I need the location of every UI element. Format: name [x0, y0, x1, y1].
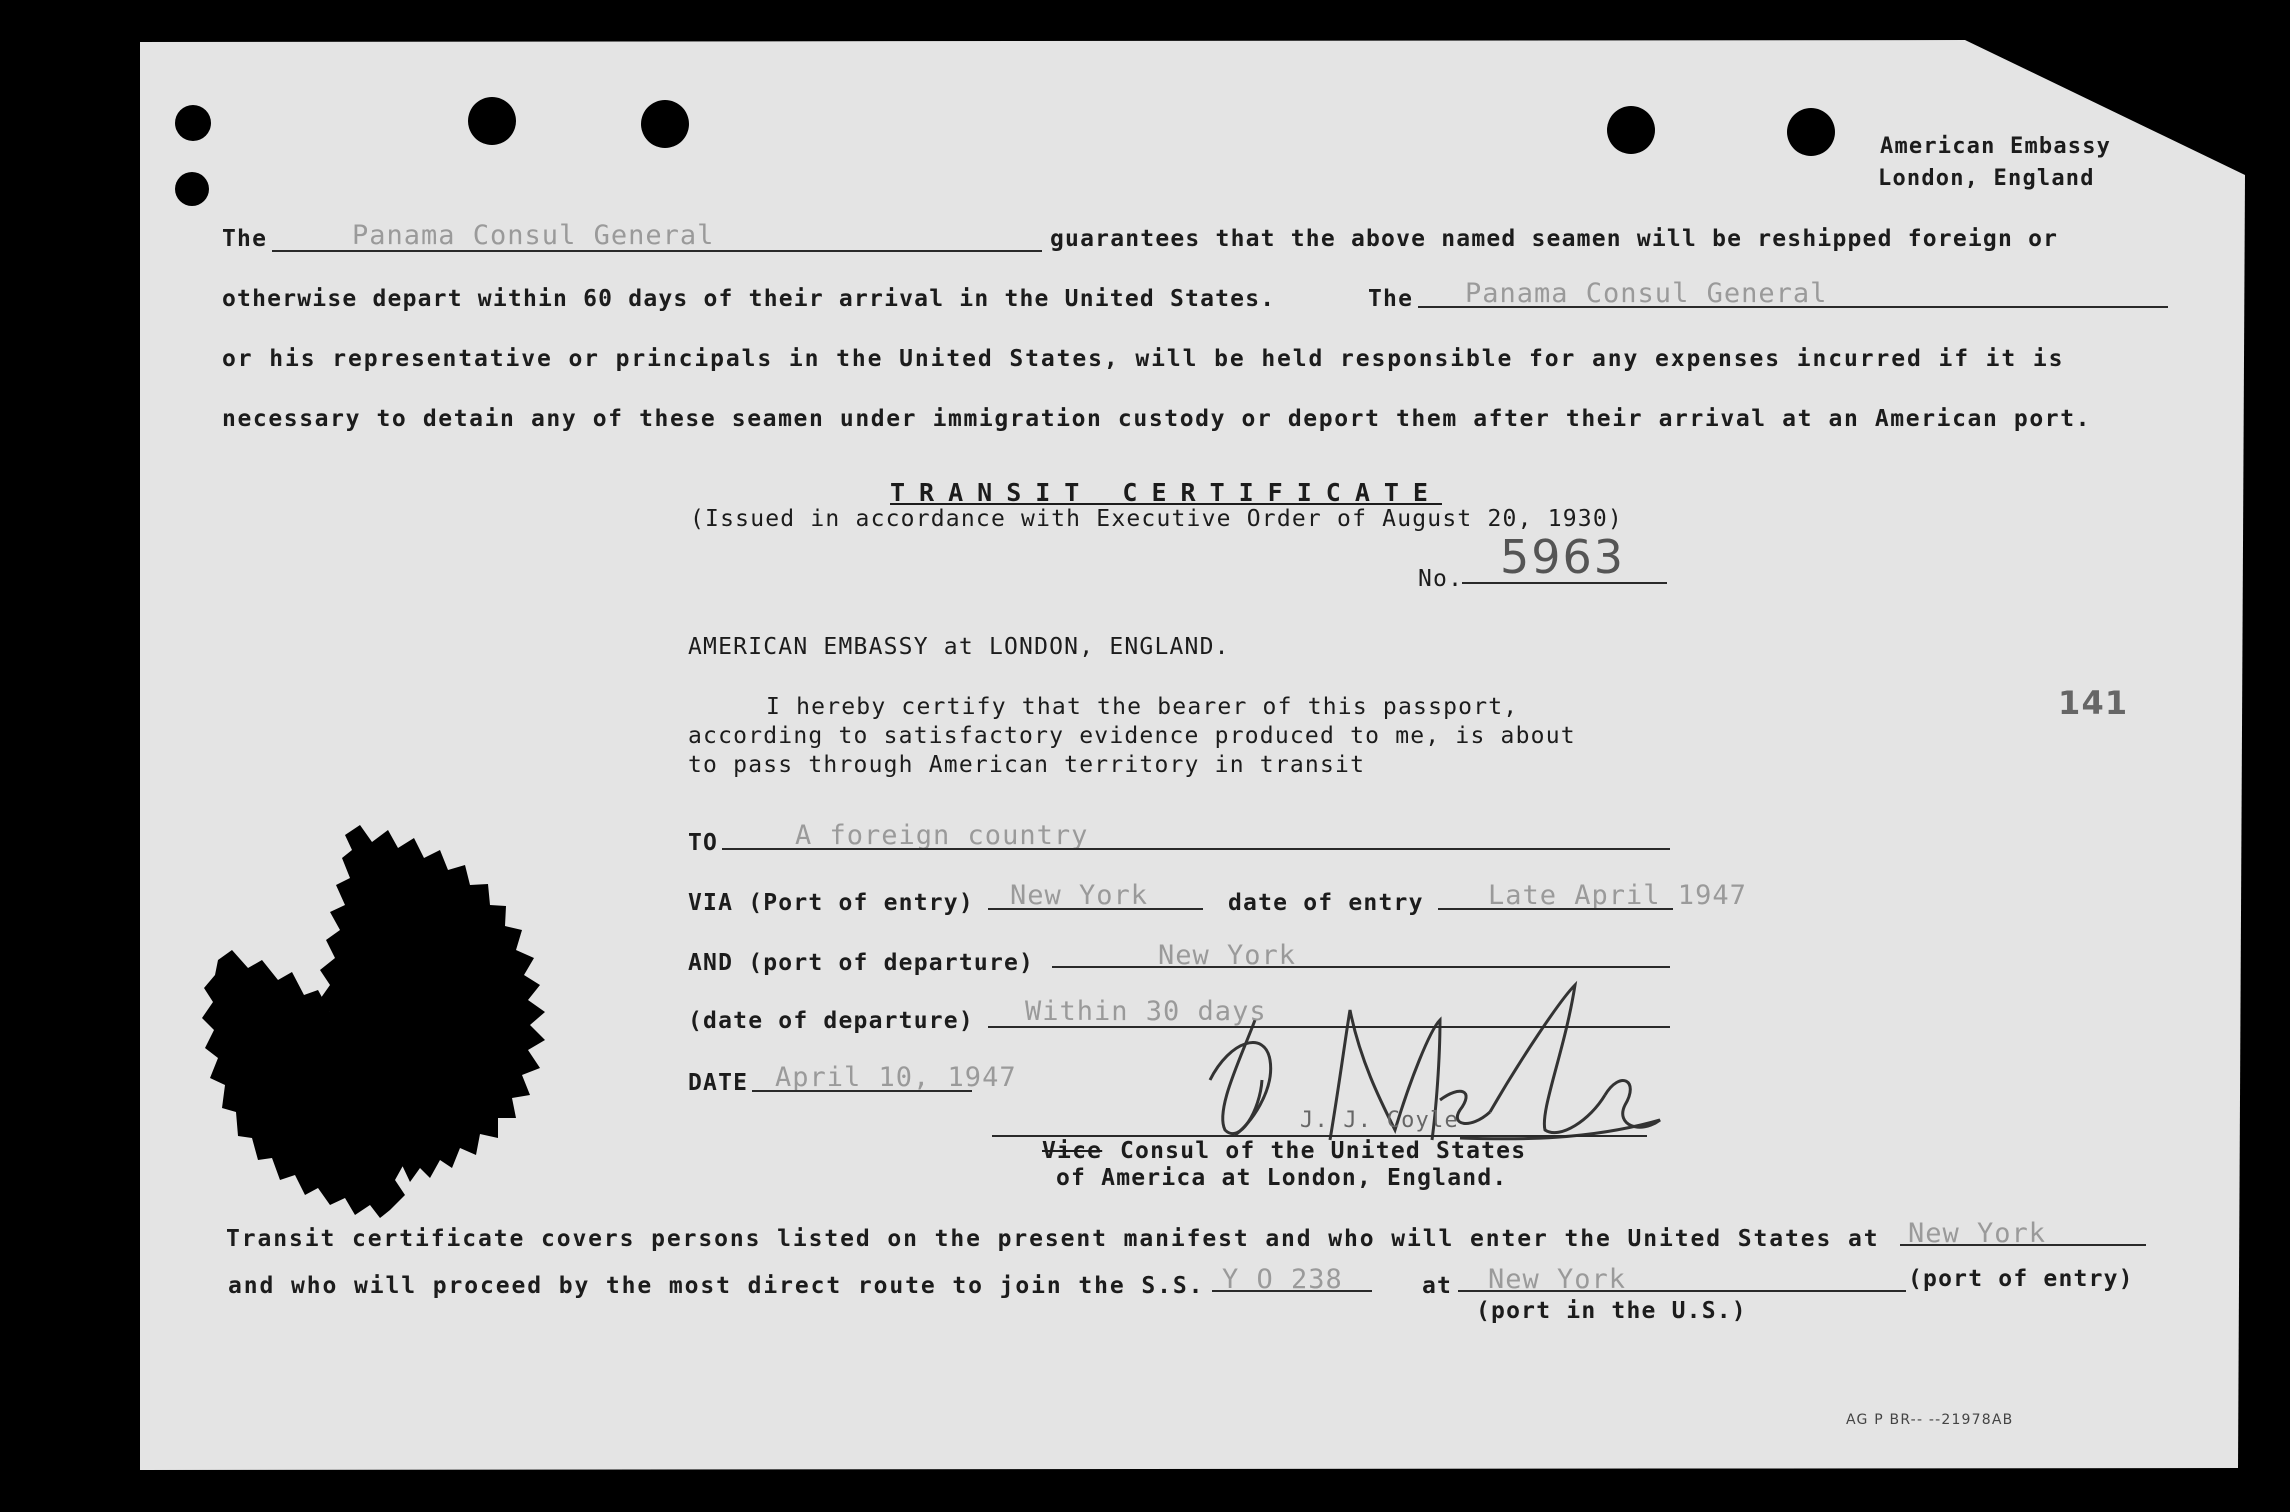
- certificate-body-line3: to pass through American territory in transit: [688, 752, 1366, 778]
- port-of-departure-value: New York: [1158, 940, 1297, 971]
- certificate-number: 5963: [1500, 530, 1626, 584]
- guarantee-line1-rest: guarantees that the above named seamen will be reshipped foreign or: [1050, 226, 2059, 252]
- punch-hole-3: [1607, 106, 1655, 154]
- embassy-header-line1: American Embassy: [1880, 134, 2112, 159]
- typed-signer-name: J. J. Coyle: [1300, 1108, 1459, 1133]
- certificate-body-line1: I hereby certify that the bearer of this passport,: [766, 694, 1519, 720]
- via-line: [988, 908, 1203, 910]
- via-value: New York: [1010, 880, 1149, 911]
- guarantee-line4: necessary to detain any of these seamen under immigration custody or deport them after their arrival at an American port.: [222, 406, 2092, 432]
- punch-hole-1: [468, 97, 516, 145]
- guarantee-the-label: The: [222, 226, 268, 252]
- punch-hole-4: [1787, 108, 1835, 156]
- footer-port-in-us-label: (port in the U.S.): [1476, 1298, 1747, 1324]
- punch-hole-2: [641, 100, 689, 148]
- port-of-departure-line: [1052, 966, 1670, 968]
- punch-hole-6: [175, 172, 209, 206]
- certificate-title: TRANSIT CERTIFICATE: [890, 478, 1442, 507]
- footer-line2: and who will proceed by the most direct route to join the S.S.: [228, 1273, 1205, 1299]
- footer-port-entry-value: New York: [1908, 1218, 2047, 1249]
- date-of-departure-line: [988, 1026, 1670, 1028]
- guarantor-1-value: Panama Consul General: [352, 220, 715, 251]
- date-label: DATE: [688, 1070, 749, 1096]
- certificate-issuer: AMERICAN EMBASSY at LONDON, ENGLAND.: [688, 634, 1230, 660]
- date-of-entry-value: Late April 1947: [1488, 880, 1747, 911]
- certificate-number-line: [1462, 582, 1667, 584]
- guarantee-the-label-2: The: [1368, 286, 1414, 312]
- signer-title-struck: Vice: [1042, 1138, 1103, 1164]
- footer-port-of-entry-label: (port of entry): [1908, 1266, 2134, 1292]
- signer-title: Consul of the United States: [1120, 1138, 1527, 1164]
- embassy-header-line2: London, England: [1878, 166, 2095, 191]
- footer-port-entry-line: [1900, 1244, 2146, 1246]
- signer-title-line2: of America at London, England.: [1056, 1165, 1508, 1191]
- footer-ship-value: Y O 238: [1222, 1264, 1343, 1295]
- punch-hole-5: [175, 105, 211, 141]
- date-value: April 10, 1947: [775, 1062, 1017, 1093]
- date-of-departure-value: Within 30 days: [1025, 996, 1267, 1027]
- guarantee-line2: otherwise depart within 60 days of their arrival in the United States.: [222, 286, 1276, 312]
- guarantor-2-line: [1418, 306, 2168, 308]
- certificate-number-label: No.: [1418, 566, 1464, 592]
- signature-line: [992, 1135, 1647, 1137]
- page-number: 141: [2058, 684, 2129, 722]
- to-value: A foreign country: [795, 820, 1089, 851]
- to-label: TO: [688, 830, 719, 856]
- to-line: [722, 848, 1670, 850]
- footer-line1: Transit certificate covers persons listed on the present manifest and who will enter the United States at: [226, 1226, 1880, 1252]
- certificate-body-line2: according to satisfactory evidence produced to me, is about: [688, 723, 1576, 749]
- date-of-entry-line: [1438, 908, 1673, 910]
- via-label: VIA (Port of entry): [688, 890, 974, 916]
- date-of-departure-label: (date of departure): [688, 1008, 974, 1034]
- guarantor-1-line: [272, 250, 1042, 252]
- date-line: [752, 1090, 972, 1092]
- footer-at-label: at: [1422, 1273, 1453, 1299]
- guarantee-line3: or his representative or principals in the United States, will be held responsible for any expenses incurred if it is: [222, 346, 2065, 372]
- footer-at-line: [1458, 1290, 1906, 1292]
- date-of-entry-label: date of entry: [1228, 890, 1424, 916]
- form-code: AG P BR-- --21978AB: [1846, 1412, 2014, 1428]
- certificate-subtitle: (Issued in accordance with Executive Order of August 20, 1930): [690, 506, 1623, 532]
- footer-ship-line: [1212, 1290, 1372, 1292]
- guarantor-2-value: Panama Consul General: [1465, 278, 1828, 309]
- port-of-departure-label: AND (port of departure): [688, 950, 1035, 976]
- footer-at-value: New York: [1488, 1264, 1627, 1295]
